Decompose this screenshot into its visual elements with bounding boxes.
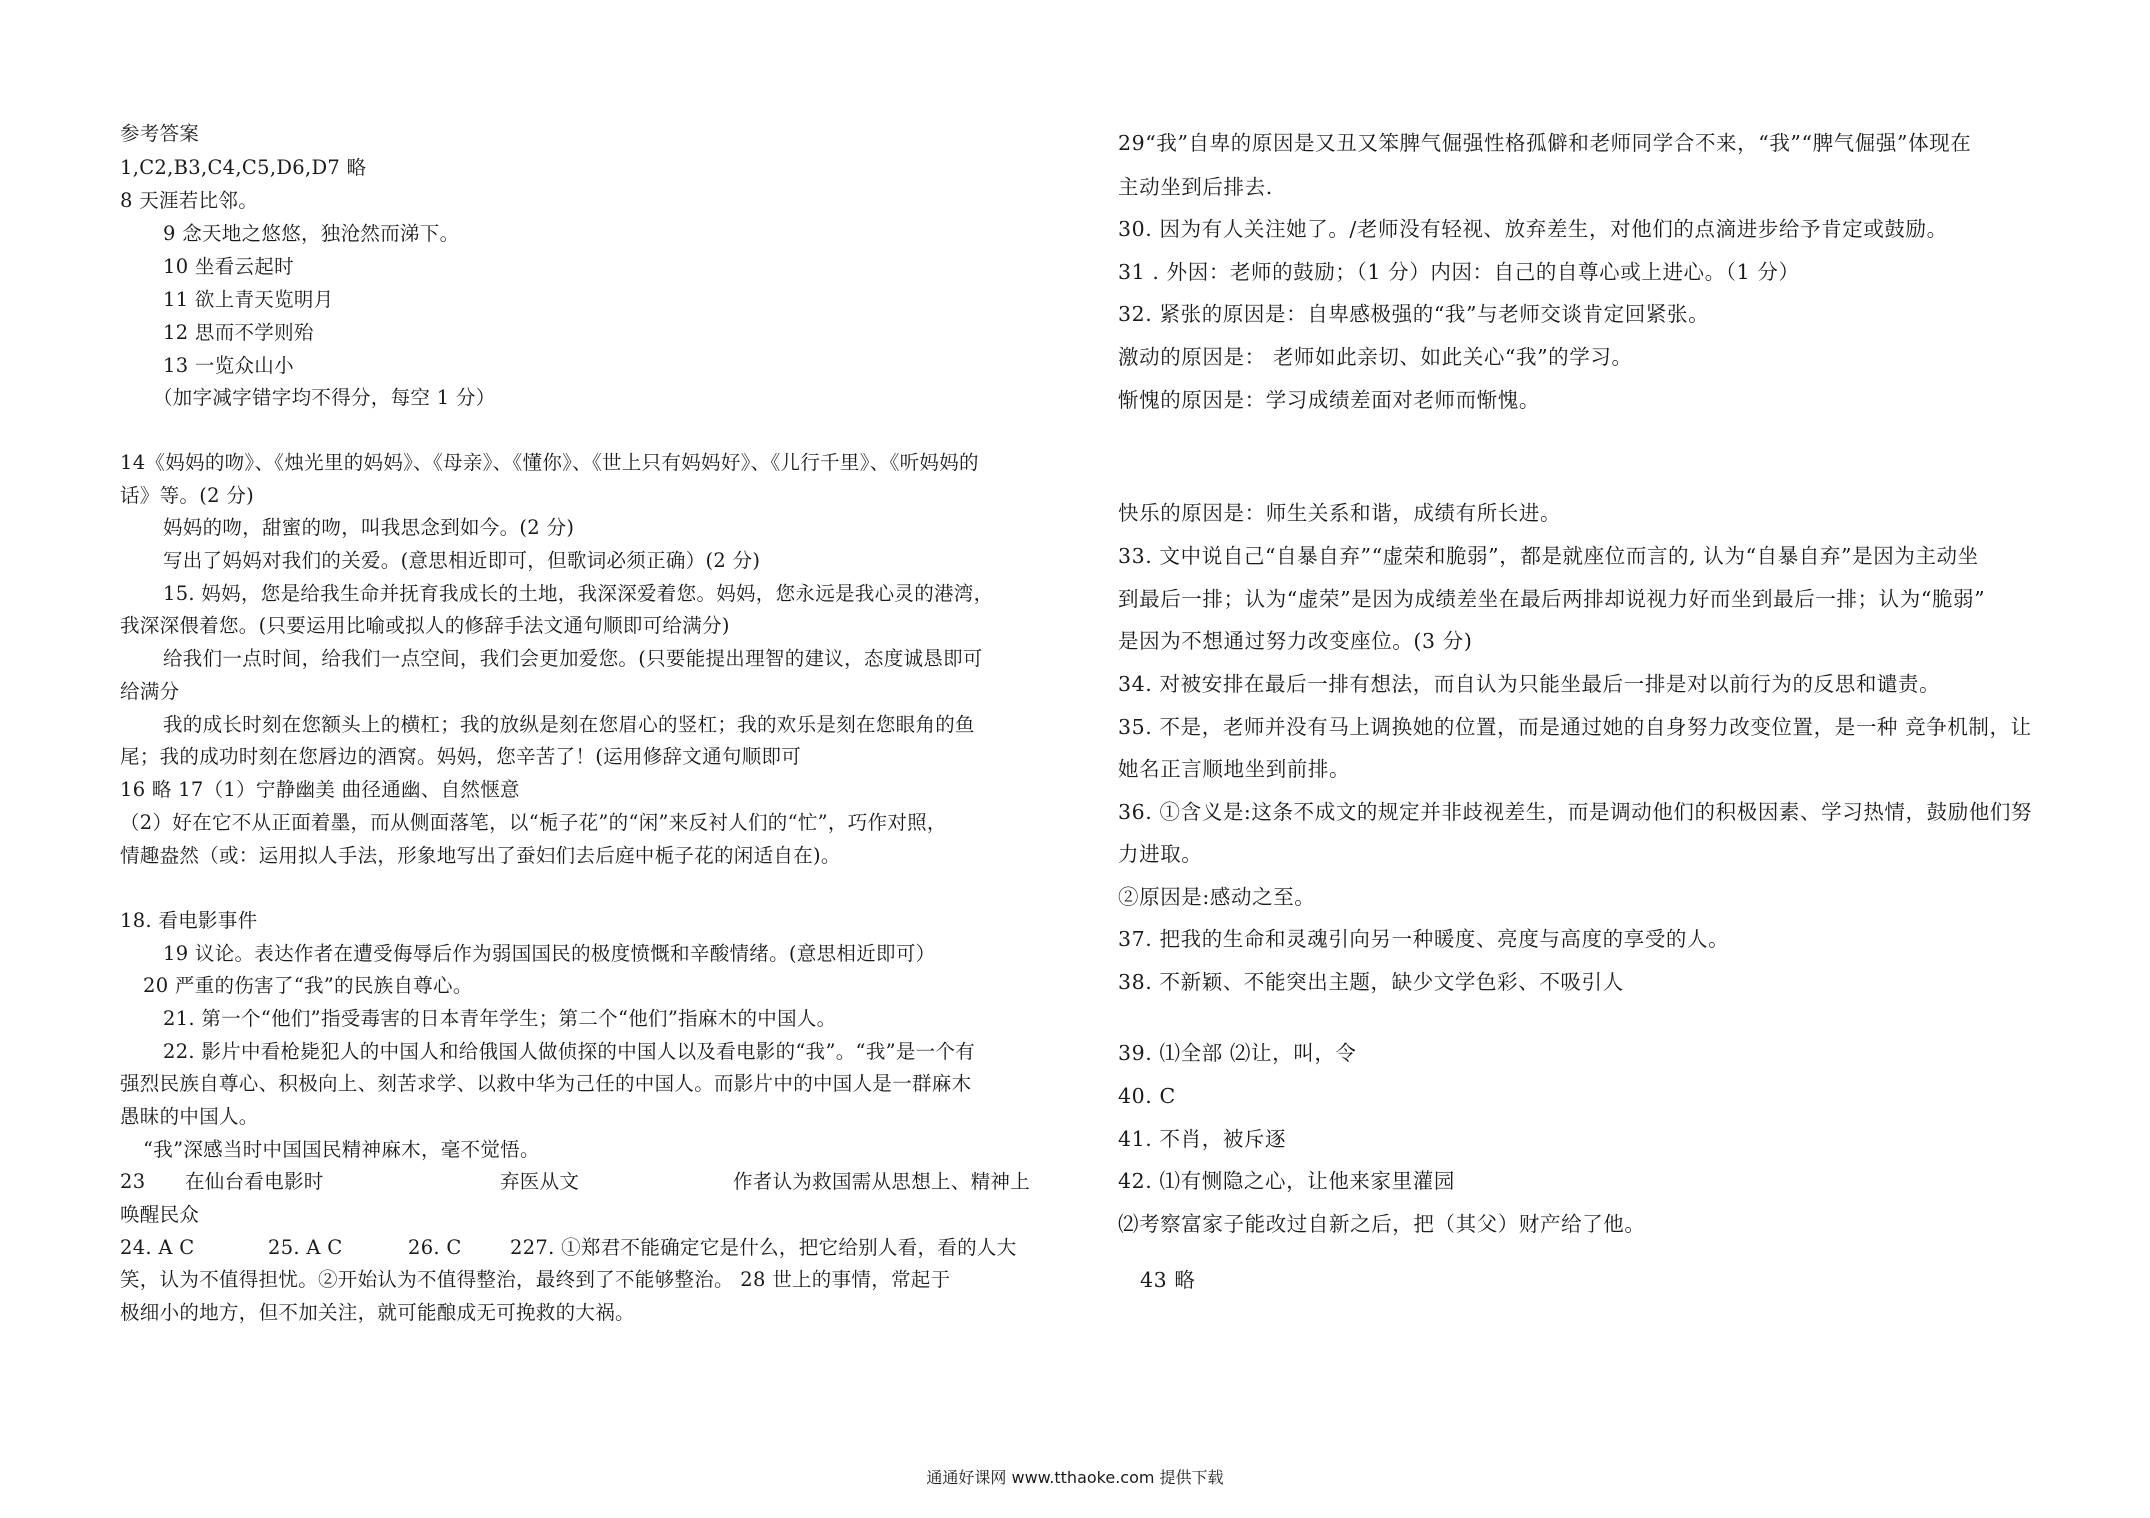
text-line: 9 念天地之悠悠，独沧然而涕下。 bbox=[163, 222, 460, 245]
text-line: 尾；我的成功时刻在您唇边的酒窝。妈妈，您辛苦了！(运用修辞文通句顺即可 bbox=[120, 745, 802, 768]
text-line: 14《妈妈的吻》、《烛光里的妈妈》、《母亲》、《懂你》、《世上只有妈妈好》、《儿行千里》、《听妈妈的 bbox=[120, 451, 979, 474]
text-line: 43 略 bbox=[1140, 1268, 1196, 1292]
text-line: ②原因是:感动之至。 bbox=[1118, 885, 1316, 909]
text-line: 给满分 bbox=[120, 680, 180, 703]
answer-key-title: 参考答案 bbox=[120, 122, 200, 145]
text-line: 惭愧的原因是：学习成绩差面对老师而惭愧。 bbox=[1118, 388, 1540, 412]
text-line: 21. 第一个“他们”指受毒害的日本青年学生；第二个“他们”指麻木的中国人。 bbox=[163, 1007, 837, 1030]
text-line: 笑，认为不值得担忧。②开始认为不值得整治，最终到了不能够整治。 28 世上的事情，常起于 bbox=[120, 1268, 951, 1291]
footer-credit: 通通好课网 www.tthaoke.com 提供下载 bbox=[926, 1468, 1224, 1487]
text-line: 强烈民族自尊心、积极向上、刻苦求学、以救中华为己任的中国人。而影片中的中国人是一群麻木 bbox=[120, 1072, 972, 1095]
q23-answer-part: 弃医从文 bbox=[500, 1170, 580, 1193]
text-line: 20 严重的伤害了“我”的民族自尊心。 bbox=[143, 974, 473, 997]
text-line: 话》等。(2 分) bbox=[120, 484, 255, 507]
text-line: 她名正言顺地坐到前排。 bbox=[1118, 757, 1351, 781]
text-line: 39. ⑴全部 ⑵让，叫，令 bbox=[1118, 1041, 1357, 1065]
text-line: 到最后一排；认为“虚荣”是因为成绩差坐在最后两排却说视力好而坐到最后一排；认为“脆弱” bbox=[1118, 587, 1986, 611]
q23-number: 23 bbox=[120, 1170, 146, 1193]
text-line: 15. 妈妈，您是给我生命并抚育我成长的土地，我深深爱着您。妈妈，您永远是我心灵的港湾， bbox=[163, 582, 994, 605]
text-line: 41. 不肖，被斥逐 bbox=[1118, 1127, 1287, 1151]
text-line: 愚昧的中国人。 bbox=[120, 1105, 259, 1128]
text-line: 30. 因为有人关注她了。/老师没有轻视、放弃差生，对他们的点滴进步给予肯定或鼓励。 bbox=[1118, 217, 1948, 241]
text-line: 34. 对被安排在最后一排有想法，而自认为只能坐最后一排是对以前行为的反思和谴责。 bbox=[1118, 672, 1941, 696]
text-line: 12 思而不学则殆 bbox=[163, 321, 314, 344]
text-line: 给我们一点时间，给我们一点空间，我们会更加爱您。(只要能提出理智的建议，态度诚恳即可 bbox=[163, 647, 983, 670]
text-line: 13 一览众山小 bbox=[163, 354, 294, 377]
text-line: 力进取。 bbox=[1118, 842, 1203, 866]
text-line: 40. C bbox=[1118, 1084, 1176, 1108]
text-line: 极细小的地方，但不加关注，就可能酿成无可挽救的大祸。 bbox=[120, 1301, 635, 1324]
text-line: 唤醒民众 bbox=[120, 1203, 200, 1226]
q27-answer: 227. ①郑君不能确定它是什么，把它给别人看，看的人大 bbox=[510, 1236, 1017, 1259]
text-line: 我深深偎着您。(只要运用比喻或拟人的修辞手法文通句顺即可给满分) bbox=[120, 614, 730, 637]
text-line: 写出了妈妈对我们的关爱。(意思相近即可，但歌词必须正确）(2 分) bbox=[163, 549, 761, 572]
text-line: 31 . 外因：老师的鼓励；（1 分）内因：自己的自尊心或上进心。（1 分） bbox=[1118, 260, 1800, 284]
text-line: 快乐的原因是：师生关系和谐，成绩有所长进。 bbox=[1118, 501, 1562, 525]
text-line: “我”深感当时中国国民精神麻木，毫不觉悟。 bbox=[143, 1138, 540, 1161]
text-line: 激动的原因是： 老师如此亲切、如此关心“我”的学习。 bbox=[1118, 345, 1633, 369]
text-line: ⑵考察富家子能改过自新之后，把（其父）财产给了他。 bbox=[1118, 1212, 1646, 1236]
text-line: 10 坐看云起时 bbox=[163, 255, 294, 278]
text-line: 我的成长时刻在您额头上的横杠；我的放纵是刻在您眉心的竖杠；我的欢乐是刻在您眼角的鱼 bbox=[163, 713, 975, 736]
text-line: 8 天涯若比邻。 bbox=[120, 189, 259, 212]
text-line: （2）好在它不从正面着墨，而从侧面落笔，以“栀子花”的“闲”来反衬人们的“忙”，巧作对照， bbox=[120, 811, 947, 834]
text-line: 情趣盎然（或：运用拟人手法，形象地写出了蚕妇们去后庭中栀子花的闲适自在)。 bbox=[120, 844, 841, 867]
text-line: 妈妈的吻，甜蜜的吻，叫我思念到如今。(2 分) bbox=[163, 516, 575, 539]
text-line: 1,C2,B3,C4,C5,D6,D7 略 bbox=[120, 156, 367, 179]
text-line: 35. 不是，老师并没有马上调换她的位置，而是通过她的自身努力改变位置，是一种 竞争机制，让 bbox=[1118, 715, 2032, 739]
q25-answer: 25. A C bbox=[268, 1236, 343, 1259]
text-line: 29“我”自卑的原因是又丑又笨脾气倔强性格孤僻和老师同学合不来，“我”“脾气倔强”体现在 bbox=[1118, 131, 1972, 155]
text-line: 33. 文中说自己“自暴自弃”“虚荣和脆弱”，都是就座位而言的, 认为“自暴自弃”是因为主动坐 bbox=[1118, 544, 1979, 568]
q24-answer: 24. A C bbox=[120, 1236, 195, 1259]
text-line: 19 议论。表达作者在遭受侮辱后作为弱国国民的极度愤慨和辛酸情绪。(意思相近即可） bbox=[163, 942, 936, 965]
q23-answer-part: 在仙台看电影时 bbox=[185, 1170, 324, 1193]
text-line: 16 略 17（1）宁静幽美 曲径通幽、自然惬意 bbox=[120, 778, 520, 801]
text-line: 11 欲上青天览明月 bbox=[163, 288, 334, 311]
text-line: 37. 把我的生命和灵魂引向另一种暖度、亮度与高度的享受的人。 bbox=[1118, 927, 1730, 951]
text-line: 主动坐到后排去. bbox=[1118, 175, 1273, 199]
text-line: 32. 紧张的原因是：自卑感极强的“我”与老师交谈肯定回紧张。 bbox=[1118, 302, 1710, 326]
q26-answer: 26. C bbox=[408, 1236, 462, 1259]
text-line: 42. ⑴有恻隐之心，让他来家里灌园 bbox=[1118, 1169, 1455, 1193]
text-line: 18. 看电影事件 bbox=[120, 909, 258, 932]
q23-answer-part: 作者认为救国需从思想上、精神上 bbox=[733, 1170, 1031, 1193]
text-line: 是因为不想通过努力改变座位。(3 分) bbox=[1118, 629, 1473, 653]
text-line: 38. 不新颖、不能突出主题，缺少文学色彩、不吸引人 bbox=[1118, 970, 1624, 994]
text-line: 36. ①含义是:这条不成文的规定并非歧视差生，而是调动他们的积极因素、学习热情，鼓励他们努 bbox=[1118, 800, 2033, 824]
text-line: （加字减字错字均不得分，每空 1 分） bbox=[153, 386, 496, 409]
text-line: 22. 影片中看枪毙犯人的中国人和给俄国人做侦探的中国人以及看电影的“我”。“我”是一个有 bbox=[163, 1040, 976, 1063]
